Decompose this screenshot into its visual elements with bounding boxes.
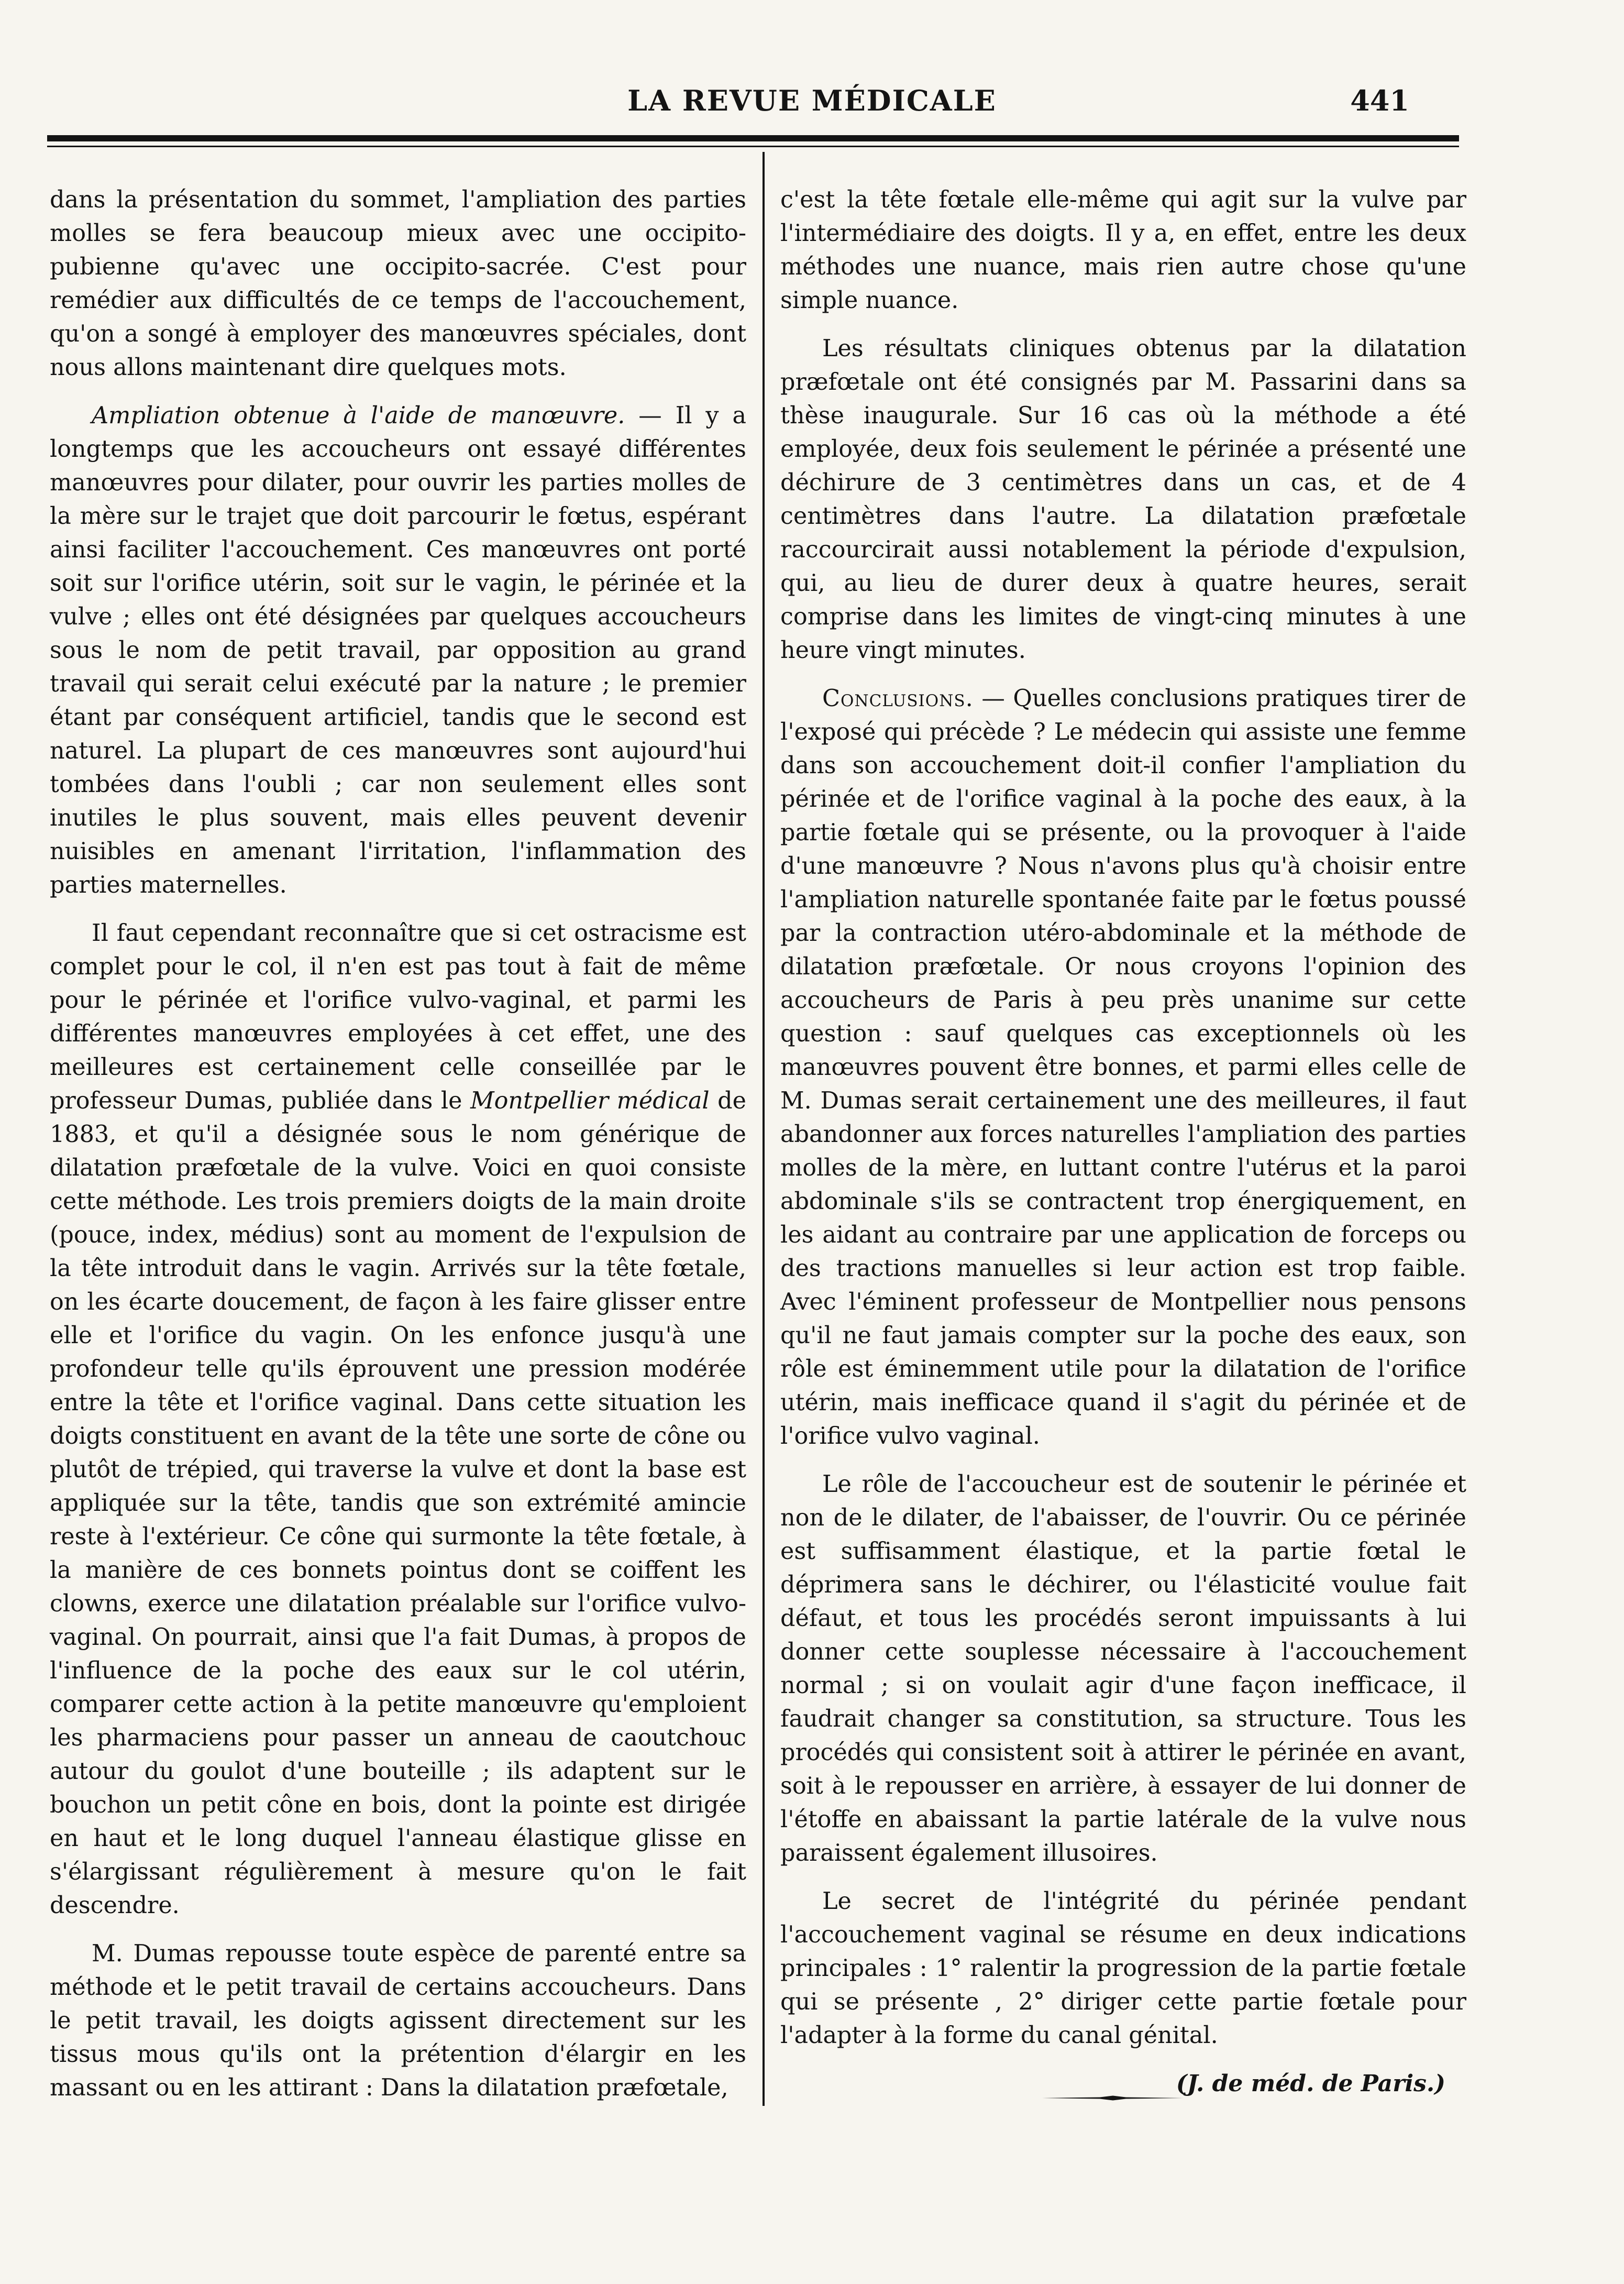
right-column: [780, 183, 1466, 2101]
section-heading-ampliation: Ampliation obtenue à l'aide de manœuvre.: [92, 402, 625, 429]
left-paragraph-3-part-b: de 1883, et qu'il a désignée sous le nom générique de dilatation præfœtale de la vulve. Voici en quoi consiste cette méthode. Les trois premiers doigts de la main droite (pouce, index, médius) sont au moment de l'expulsion de la tête introduit dans le vagin. Arrivés sur la tête fœtale, on les écarte doucement, de façon à les faire glisser entre elle et l'orifice du vagin. On les enfonce jusqu'à une profondeur telle qu'ils éprouvent une pression modérée entre la tête et l'orifice vaginal. Dans cette situation les doigts constituent en avant de la tête une sorte de cône ou plutôt de trépied, qui traverse la vulve et dont la base est appliquée sur la tête, tandis que son extrémité amincie reste à l'extérieur. Ce cône qui surmonte la tête fœtale, à la manière de ces bonnets pointus dont se coiffent les clowns, exerce une dilatation préalable sur l'orifice vulvo-vaginal. On pourrait, ainsi que l'a fait Dumas, à propos de l'influence de la poche des eaux sur le col utérin, comparer cette action à la petite manœuvre qu'emploient les pharmaciens pour passer un anneau de caoutchouc autour du goulot d'une bouteille ; ils adaptent sur le bouchon un petit cône en bois, dont la pointe est dirigée en haut et le long duquel l'anneau élastique glisse en s'élargissant régulièrement à mesure qu'on le fait descendre.: [50, 1088, 747, 1919]
right-paragraph-4: Le rôle de l'accoucheur est de soutenir le périnée et non de le dilater, de l'abaisser, de l'ouvrir. Ou ce périnée est suffisamment élastique, et la partie fœtal le déprimera sans le déchirer, ou l'élasticité voulue fait défaut, et tous les procédés seront impuissants à lui donner cette souplesse nécessaire à l'accouchement normal ; si on voulait agir d'une façon inefficace, il faudrait changer sa constitution, sa structure. Tous les procédés qui consistent soit à attirer le périnée en avant, soit à le repousser en arrière, à essayer de lui donner de l'étoffe en abaissant la partie latérale de la vulve nous paraissent également illusoires.: [780, 1471, 1466, 1866]
section-heading-conclusions: Conclusions.: [822, 685, 974, 712]
header-rule-thin: [47, 146, 1459, 147]
source-citation: (J. de méd. de Paris.): [1176, 2070, 1445, 2097]
journal-reference: Montpellier médical: [470, 1088, 710, 1114]
page-number: 441: [1350, 84, 1409, 117]
right-paragraph-5: Le secret de l'intégrité du périnée pendant l'accouchement vaginal se résume en deux indications principales : 1° ralentir la progression de la partie fœtale qui se présente , 2° diriger cette partie fœtale pour l'adapter à la forme du canal génital.: [780, 1888, 1466, 2049]
running-head: [47, 79, 1577, 131]
header-rule-thick: [47, 135, 1459, 141]
left-column: [50, 183, 746, 2120]
left-paragraph-2: [50, 399, 746, 902]
left-paragraph-3-part-a: Il faut cependant reconnaître que si cet ostracisme est complet pour le col, il n'en est pas tout à fait de même pour le périnée et l'orifice vulvo-vaginal, et parmi les différentes manœuvres employées à cet effet, une des meilleures est certainement celle conseillée par le professeur Dumas, publiée dans le: [50, 920, 746, 1114]
left-paragraph-1: dans la présentation du sommet, l'ampliation des parties molles se fera beaucoup mieux avec une occipito-pubienne qu'avec une occipito-sacrée. C'est pour remédier aux difficultés de ce temps de l'accouchement, qu'on a songé à employer des manœuvres spéciales, dont nous allons maintenant dire quelques mots.: [50, 186, 746, 381]
left-paragraph-4: M. Dumas repousse toute espèce de parenté entre sa méthode et le petit travail de certains accoucheurs. Dans le petit travail, les doigts agissent directement sur les tissus mous qu'ils ont la prétention d'élargir en les massant ou en les attirant : Dans la dilatation præfœtale,: [50, 1940, 746, 2101]
right-paragraph-3-text: — Quelles conclusions pratiques tirer de l'exposé qui précède ? Le médecin qui assiste une femme dans son accouchement doit-il confier l'ampliation du périnée et de l'orifice vaginal à la poche des eaux, à la partie fœtale qui se présente, ou la provoquer à l'aide d'une manœuvre ? Nous n'avons plus qu'à choisir entre l'ampliation naturelle spontanée faite par le fœtus poussé par la contraction utéro-abdominale et la méthode de dilatation præfœtale. Or nous croyons l'opinion des accoucheurs de Paris à peu près unanime sur cette question : sauf quelques cas exceptionnels où les manœuvres pouvent être bonnes, et parmi elles celle de M. Dumas serait certainement une des meilleures, il faut abandonner aux forces naturelles l'ampliation des parties molles de la mère, en luttant contre l'utérus et la paroi abdominale s'ils se contractent trop énergiquement, en les aidant au contraire par une application de forceps ou des tractions manuelles si leur action est trop faible. Avec l'éminent professeur de Montpellier nous pensons qu'il ne faut jamais compter sur la poche des eaux, son rôle est éminemment utile pour la dilatation de l'orifice utérin, mais inefficace quand il s'agit du périnée et de l'orifice vulvo vaginal.: [780, 685, 1466, 1450]
right-paragraph-3: [780, 682, 1466, 1453]
journal-title: LA REVUE MÉDICALE: [627, 84, 997, 117]
column-divider: [763, 152, 765, 2106]
end-ornament-icon: [1042, 2095, 1184, 2101]
left-paragraph-3: [50, 917, 746, 1923]
left-paragraph-2-text: — Il y a longtemps que les accoucheurs ont essayé différentes manœuvres pour dilater, pour ouvrir les parties molles de la mère sur le trajet que doit parcourir le fœtus, espérant ainsi faciliter l'accouchement. Ces manœuvres ont porté soit sur l'orifice utérin, soit sur le vagin, le périnée et la vulve ; elles ont été désignées par quelques accoucheurs sous le nom de petit travail, par opposition au grand travail qui serait celui exécuté par la nature ; le premier étant par conséquent artificiel, tandis que le second est naturel. La plupart de ces manœuvres sont aujourd'hui tombées dans l'oubli ; car non seulement elles sont inutiles le plus souvent, mais elles peuvent devenir nuisibles en amenant l'irritation, l'inflammation des parties maternelles.: [50, 402, 746, 898]
right-paragraph-1: c'est la tête fœtale elle-même qui agit sur la vulve par l'intermédiaire des doigts. Il y a, en effet, entre les deux méthodes une nuance, mais rien autre chose qu'une simple nuance.: [780, 186, 1466, 314]
right-paragraph-2: Les résultats cliniques obtenus par la dilatation præfœtale ont été consignés par M. Passarini dans sa thèse inaugurale. Sur 16 cas où la méthode a été employée, deux fois seulement le périnée a présenté une déchirure de 3 centimètres dans un cas, et de 4 centimètres dans l'autre. La dilatation præfœtale raccourcirait aussi notablement la période d'expulsion, qui, au lieu de durer deux à quatre heures, serait comprise dans les limites de vingt-cinq minutes à une heure vingt minutes.: [780, 335, 1466, 664]
